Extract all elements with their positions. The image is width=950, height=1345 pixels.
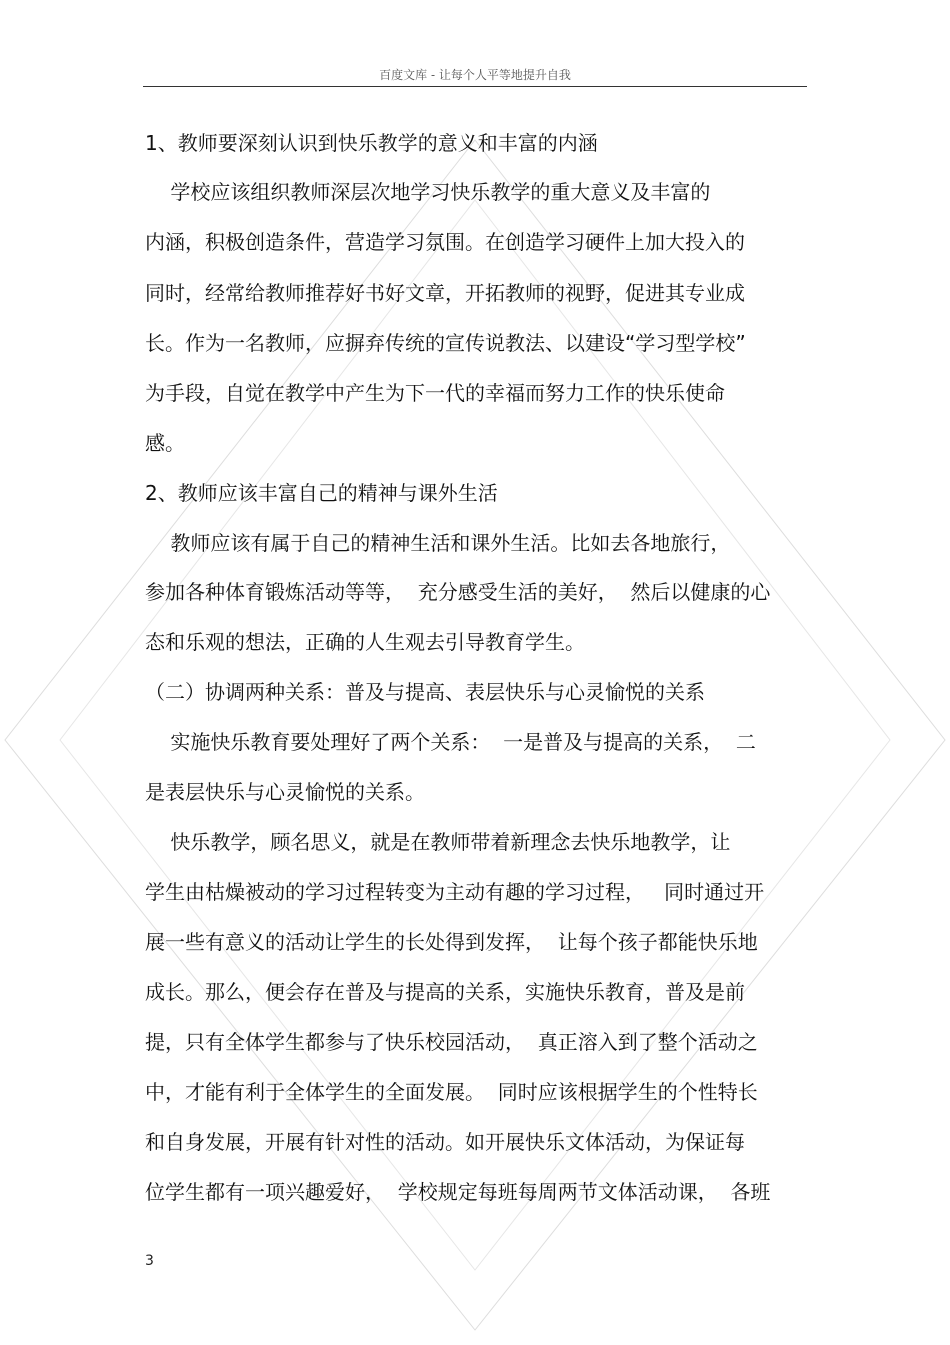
text-line: 态和乐观的想法，正确的人生观去引导教育学生。 — [145, 630, 585, 654]
text-line: 快乐教学，顾名思义，就是在教师带着新理念去快乐地教学，让 — [145, 830, 731, 854]
text-line: 展一些有意义的活动让学生的长处得到发挥， 让每个孩子都能快乐地 — [145, 930, 758, 954]
text-line: 参加各种体育锻炼活动等等， 充分感受生活的美好， 然后以健康的心 — [145, 580, 771, 604]
text-line: 同时，经常给教师推荐好书好文章，开拓教师的视野，促进其专业成 — [145, 281, 745, 305]
text-line: 学校应该组织教师深层次地学习快乐教学的重大意义及丰富的 — [145, 180, 711, 204]
text-line: 成长。那么，便会存在普及与提高的关系，实施快乐教育，普及是前 — [145, 980, 745, 1004]
text-line: 感。 — [145, 431, 185, 455]
text-line: 教师应该有属于自己的精神生活和课外生活。比如去各地旅行， — [145, 531, 731, 555]
text-line: 是表层快乐与心灵愉悦的关系。 — [145, 780, 425, 804]
text-line: 1、教师要深刻认识到快乐教学的意义和丰富的内涵 — [145, 131, 598, 155]
text-line: 2、教师应该丰富自己的精神与课外生活 — [145, 481, 498, 505]
text-line: 实施快乐教育要处理好了两个关系： 一是普及与提高的关系， 二 — [145, 730, 756, 754]
text-line: 学生由枯燥被动的学习过程转变为主动有趣的学习过程， 同时通过开 — [145, 880, 765, 904]
text-line: （二）协调两种关系：普及与提高、表层快乐与心灵愉悦的关系 — [145, 680, 705, 704]
header-divider — [143, 86, 807, 87]
text-line: 内涵，积极创造条件，营造学习氛围。在创造学习硬件上加大投入的 — [145, 230, 745, 254]
text-line: 为手段，自觉在教学中产生为下一代的幸福而努力工作的快乐使命 — [145, 381, 725, 405]
text-line: 中，才能有利于全体学生的全面发展。 同时应该根据学生的个性特长 — [145, 1080, 758, 1104]
text-line: 位学生都有一项兴趣爱好， 学校规定每班每周两节文体活动课， 各班 — [145, 1180, 771, 1204]
page-header: 百度文库 - 让每个人平等地提升自我 — [379, 68, 571, 82]
page-number: 3 — [145, 1253, 154, 1269]
text-line: 长。作为一名教师，应摒弃传统的宣传说教法、以建设“学习型学校” — [145, 331, 746, 355]
text-line: 提，只有全体学生都参与了快乐校园活动， 真正溶入到了整个活动之 — [145, 1030, 758, 1054]
text-line: 和自身发展，开展有针对性的活动。如开展快乐文体活动，为保证每 — [145, 1130, 745, 1154]
